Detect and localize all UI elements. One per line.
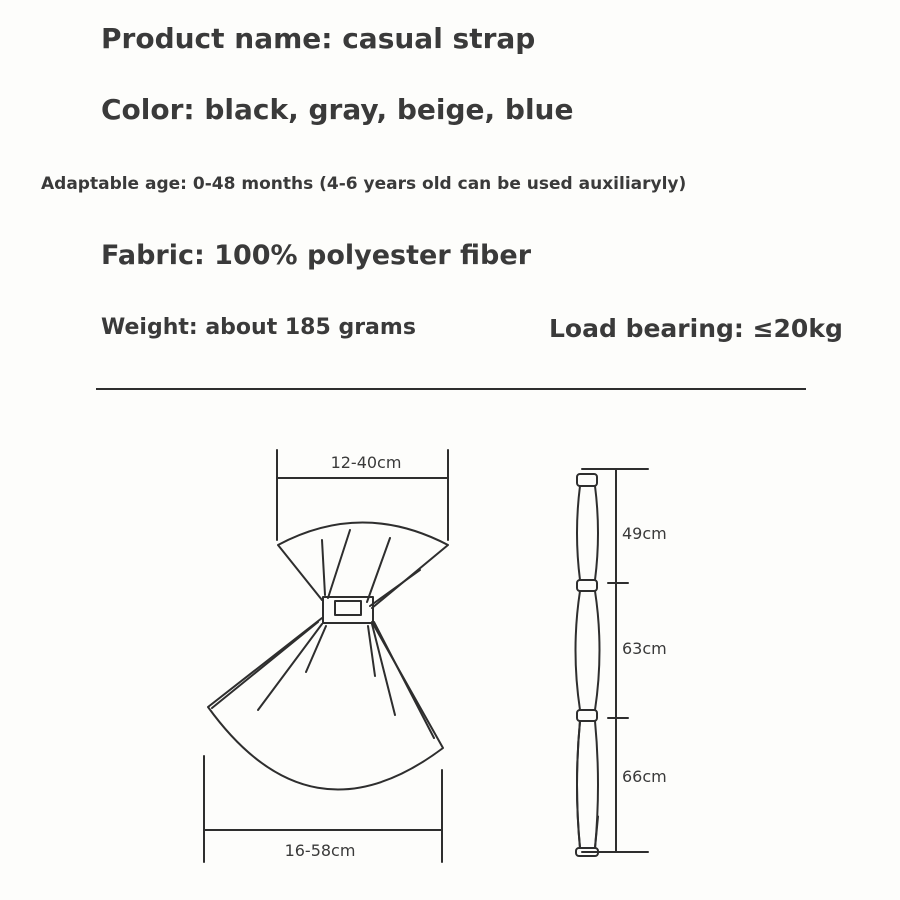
strap-icon <box>576 474 600 856</box>
segment-1-label: 49cm <box>622 524 667 543</box>
weight-spec: Weight: about 185 grams <box>101 315 416 340</box>
bottom-width-label: 16-58cm <box>284 841 356 860</box>
segment-2-label: 63cm <box>622 639 667 658</box>
product-name: Product name: casual strap <box>101 22 536 55</box>
strap-length-dimension <box>582 469 667 852</box>
seat-lower-fan-icon <box>208 618 443 789</box>
age-spec: Adaptable age: 0-48 months (4-6 years old can be used auxiliaryly) <box>41 174 687 194</box>
top-width-dimension <box>277 450 448 540</box>
fabric-spec: Fabric: 100% polyester fiber <box>101 240 532 271</box>
load-spec: Load bearing: ≤20kg <box>549 314 843 343</box>
top-width-label: 12-40cm <box>330 453 402 472</box>
buckle-icon <box>323 597 373 623</box>
color-spec: Color: black, gray, beige, blue <box>101 93 574 126</box>
segment-3-label: 66cm <box>622 767 667 786</box>
seat-upper-fan-icon <box>278 523 448 609</box>
